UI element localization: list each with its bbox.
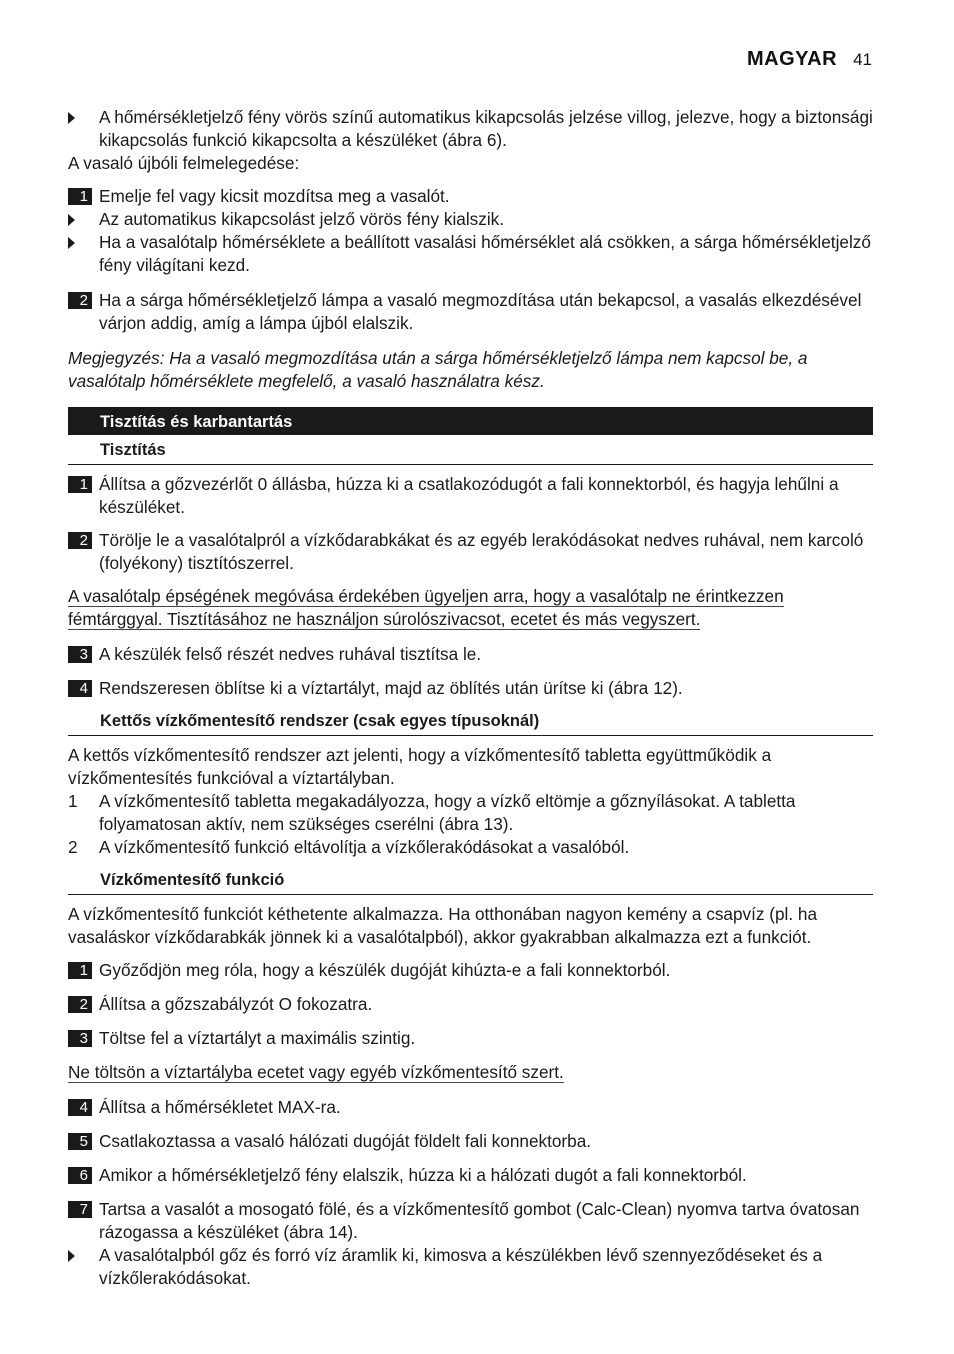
bullet-item xyxy=(68,106,873,152)
bullet-arrow-icon xyxy=(68,112,75,124)
subsection-title-double: Kettős vízkőmentesítő rendszer (csak egyes típusoknál) xyxy=(68,710,873,736)
item-text: A vízkőmentesítő funkció eltávolítja a vízkőlerakódásokat a vasalóból. xyxy=(99,837,630,857)
step-text: Ha a sárga hőmérsékletjelző lámpa a vasaló megmozdítása után bekapcsol, a vasalás elkezdésével várjon addig, amíg a lámpa újból elalszik. xyxy=(99,290,862,333)
warning-line: fémtárggyal. Tisztításához ne használjon súrolószivacsot, ecetet és más vegyszert. xyxy=(68,609,701,629)
step-text: Rendszeresen öblítse ki a víztartályt, majd az öblítés után ürítse ki (ábra 12). xyxy=(99,678,683,698)
subsection-title-calc: Vízkőmentesítő funkció xyxy=(68,869,873,895)
step-number: 7 xyxy=(68,1201,92,1218)
step-text: Töltse fel a víztartályt a maximális szintig. xyxy=(99,1028,416,1048)
bullet-text: Az automatikus kikapcsolást jelző vörös fény kialszik. xyxy=(99,209,505,229)
step-item xyxy=(68,1130,873,1153)
warning-line: Ne töltsön a víztartályba ecetet vagy egyéb vízkőmentesítő szert. xyxy=(68,1062,564,1082)
step-text: Törölje le a vasalótalpról a vízkődarabkákat és az egyéb lerakódásokat nedves ruhával, nem karcoló (folyékony) tisztítószerrel. xyxy=(99,530,864,573)
bullet-item xyxy=(68,231,873,277)
item-number: 2 xyxy=(68,837,78,857)
step-item xyxy=(68,959,873,982)
step-number: 1 xyxy=(68,962,92,979)
step-text: Állítsa a hőmérsékletet MAX-ra. xyxy=(99,1097,341,1117)
note: Megjegyzés: Ha a vasaló megmozdítása után a sárga hőmérsékletjelző lámpa nem kapcsol be, a vasalótalp hőmérséklete megfelelő, a vasaló használatra kész. xyxy=(68,348,808,391)
step-item xyxy=(68,1164,873,1187)
step-item xyxy=(68,643,873,666)
step-text: Győződjön meg róla, hogy a készülék dugóját kihúzta-e a fali konnektorból. xyxy=(99,960,671,980)
step-text: Tartsa a vasalót a mosogató fölé, és a vízkőmentesítő gombot (Calc-Clean) nyomva tartva óvatosan rázogassa a készüléket (ábra 14). xyxy=(99,1199,860,1242)
warning xyxy=(68,1061,873,1086)
bullet-text: Ha a vasalótalp hőmérséklete a beállított vasalási hőmérséklet alá csökken, a sárga hőmérsékletjelző fény világítani kezd. xyxy=(99,232,871,275)
step-item xyxy=(68,1096,873,1119)
step-number: 2 xyxy=(68,532,92,549)
page-header xyxy=(747,48,872,71)
item-number: 1 xyxy=(68,791,78,811)
bullet-arrow-icon xyxy=(68,1250,75,1262)
step-item xyxy=(68,289,873,335)
step-number: 4 xyxy=(68,680,92,697)
step-item xyxy=(68,677,873,700)
bullet-arrow-icon xyxy=(68,237,75,249)
warning xyxy=(68,585,873,633)
step-text: A készülék felső részét nedves ruhával tisztítsa le. xyxy=(99,644,482,664)
step-text: Csatlakoztassa a vasaló hálózati dugóját földelt fali konnektorba. xyxy=(99,1131,592,1151)
subsection-title-cleaning: Tisztítás xyxy=(68,439,873,465)
page-number: 41 xyxy=(853,50,872,69)
language-label: MAGYAR xyxy=(747,48,838,70)
bullet-arrow-icon xyxy=(68,214,75,226)
step-text: Állítsa a gőzvezérlőt 0 állásba, húzza ki a csatlakozódugót a fali konnektorból, és hagyja lehűlni a készüléket. xyxy=(99,474,839,517)
step-number: 6 xyxy=(68,1167,92,1184)
section-title: Tisztítás és karbantartás xyxy=(68,407,873,435)
step-item xyxy=(68,1198,873,1244)
step-item xyxy=(68,993,873,1016)
numbered-item xyxy=(68,790,873,836)
step-text: Amikor a hőmérsékletjelző fény elalszik, húzza ki a hálózati dugót a fali konnektorból. xyxy=(99,1165,747,1185)
step-number: 1 xyxy=(68,188,92,205)
bullet-text: A vasalótalpból gőz és forró víz áramlik ki, kimosva a készülékben lévő szennyeződéseket és a vízkőlerakódásokat. xyxy=(99,1245,823,1288)
step-number: 1 xyxy=(68,476,92,493)
step-item xyxy=(68,473,873,519)
paragraph: A vízkőmentesítő funkciót kéthetente alkalmazza. Ha otthonában nagyon kemény a csapvíz (pl. ha vasaláskor vízkődarabkák jönnek ki a vasalótalpból), akkor gyakrabban alkalmazza ezt a funkciót. xyxy=(68,904,818,947)
step-number: 3 xyxy=(68,1030,92,1047)
paragraph: A vasaló újbóli felmelegedése: xyxy=(68,153,300,173)
page-content xyxy=(68,106,873,1290)
step-number: 3 xyxy=(68,646,92,663)
step-item xyxy=(68,1027,873,1050)
step-number: 2 xyxy=(68,292,92,309)
step-number: 4 xyxy=(68,1099,92,1116)
step-text: Állítsa a gőzszabályzót O fokozatra. xyxy=(99,994,373,1014)
bullet-item xyxy=(68,1244,873,1290)
bullet-text: A hőmérsékletjelző fény vörös színű automatikus kikapcsolás jelzése villog, jelezve, hogy a biztonsági kikapcsolás funkció kikapcsolta a készüléket (ábra 6). xyxy=(99,107,873,150)
step-text: Emelje fel vagy kicsit mozdítsa meg a vasalót. xyxy=(99,186,450,206)
step-item xyxy=(68,529,873,575)
numbered-item xyxy=(68,836,873,859)
paragraph: A kettős vízkőmentesítő rendszer azt jelenti, hogy a vízkőmentesítő tabletta együttműködik a vízkőmentesítés funkcióval a víztartályban. xyxy=(68,745,772,788)
bullet-item xyxy=(68,208,873,231)
step-number: 2 xyxy=(68,996,92,1013)
warning-line: A vasalótalp épségének megóvása érdekében ügyeljen arra, hogy a vasalótalp ne érintkezzen xyxy=(68,586,784,606)
step-number: 5 xyxy=(68,1133,92,1150)
item-text: A vízkőmentesítő tabletta megakadályozza, hogy a vízkő eltömje a gőznyílásokat. A tabletta folyamatosan aktív, nem szükséges cserélni (ábra 13). xyxy=(99,791,796,834)
step-item xyxy=(68,185,873,208)
